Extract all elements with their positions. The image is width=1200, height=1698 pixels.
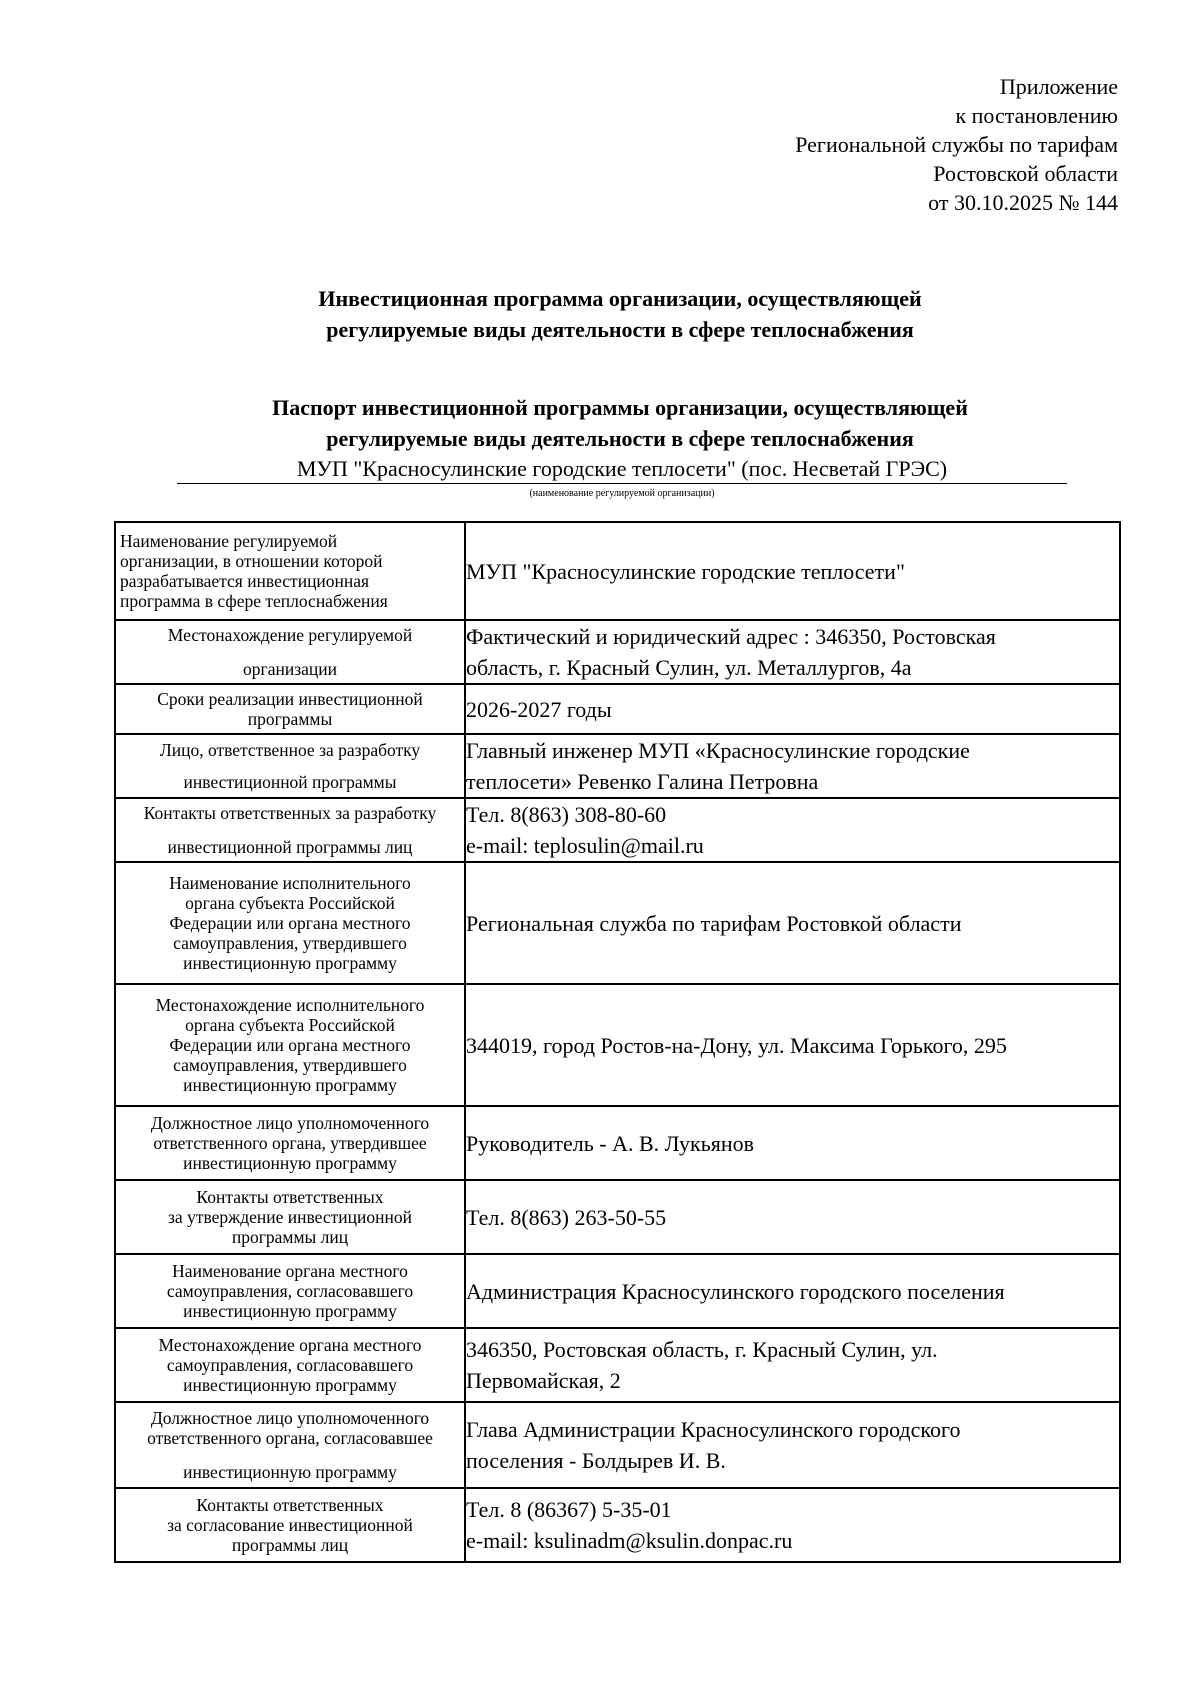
organization-name: МУП "Красносулинские городские теплосети" (пос. Несветай ГРЭС) (177, 455, 1067, 484)
header-line: к постановлению (955, 103, 1118, 128)
passport-title (0, 392, 1200, 454)
row-label: Наименование исполнительного органа субъекта Российской Федерации или органа местного самоуправления, утвердившего инвестиционную программу (115, 862, 465, 984)
passport-line-1: Паспорт инвестиционной программы организации, осуществляющей (272, 395, 968, 420)
row-label: Сроки реализации инвестиционной программы (115, 684, 465, 734)
row-value: Администрация Красносулинского городского поселения (465, 1254, 1120, 1328)
row-value: Региональная служба по тарифам Ростовкой области (465, 862, 1120, 984)
table-row (115, 620, 1120, 684)
table-row (115, 862, 1120, 984)
table-row (115, 984, 1120, 1106)
table-row (115, 1180, 1120, 1254)
table-row (115, 798, 1120, 862)
row-value: Фактический и юридический адрес : 346350, Ростовская область, г. Красный Сулин, ул. Металлургов, 4а (465, 620, 1120, 684)
table-row (115, 1488, 1120, 1562)
header-line: Приложение (999, 74, 1118, 99)
row-label: Контакты ответственных за утверждение инвестиционной программы лиц (115, 1180, 465, 1254)
header-line: Ростовской области (933, 161, 1118, 186)
row-label: Лицо, ответственное за разработку инвестиционной программы (115, 734, 465, 798)
header-line: Региональной службы по тарифам (795, 132, 1118, 157)
row-value: Тел. 8 (86367) 5-35-01 e-mail: ksulinadm@ksulin.donpac.ru (465, 1488, 1120, 1562)
row-label: Местонахождение исполнительного органа субъекта Российской Федерации или органа местного самоуправления, утвердившего инвестиционную программу (115, 984, 465, 1106)
row-value: Главный инженер МУП «Красносулинские городские теплосети» Ревенко Галина Петровна (465, 734, 1120, 798)
passport-table (114, 521, 1121, 1563)
header-line: от 30.10.2025 № 144 (928, 190, 1118, 215)
row-label: Должностное лицо уполномоченного ответственного органа, утвердившее инвестиционную программу (115, 1106, 465, 1180)
row-value: МУП "Красносулинские городские теплосети" (465, 522, 1120, 620)
approval-header (795, 72, 1118, 217)
table-row (115, 1254, 1120, 1328)
passport-line-2: регулируемые виды деятельности в сфере теплоснабжения (326, 426, 914, 451)
organization-caption: (наименование регулируемой организации) (529, 488, 715, 499)
row-label: Должностное лицо уполномоченного ответственного органа, согласовавшее инвестиционную программу (115, 1402, 465, 1488)
table-row (115, 522, 1120, 620)
row-value: Тел. 8(863) 308-80-60 e-mail: teplosulin@mail.ru (465, 798, 1120, 862)
table-row (115, 1328, 1120, 1402)
row-value: 344019, город Ростов-на-Дону, ул. Максима Горького, 295 (465, 984, 1120, 1106)
row-label: Наименование регулируемой организации, в отношении которой разрабатывается инвестиционная программа в сфере теплоснабжения (115, 522, 465, 620)
row-label: Контакты ответственных за разработку инвестиционной программы лиц (115, 798, 465, 862)
table-row (115, 1106, 1120, 1180)
row-label: Местонахождение регулируемой организации (115, 620, 465, 684)
table-row (115, 684, 1120, 734)
title-line-2: регулируемые виды деятельности в сфере теплоснабжения (326, 317, 914, 342)
row-value: Глава Администрации Красносулинского городского поселения - Болдырев И. В. (465, 1402, 1120, 1488)
table-row (115, 1402, 1120, 1488)
document-title (0, 283, 1200, 345)
row-value: 346350, Ростовская область, г. Красный Сулин, ул. Первомайская, 2 (465, 1328, 1120, 1402)
row-label: Контакты ответственных за согласование инвестиционной программы лиц (115, 1488, 465, 1562)
row-label: Наименование органа местного самоуправления, согласовавшего инвестиционную программу (115, 1254, 465, 1328)
row-value: 2026-2027 годы (465, 684, 1120, 734)
row-value: Руководитель - А. В. Лукьянов (465, 1106, 1120, 1180)
table-row (115, 734, 1120, 798)
title-line-1: Инвестиционная программа организации, осуществляющей (318, 286, 922, 311)
row-label: Местонахождение органа местного самоуправления, согласовавшего инвестиционную программу (115, 1328, 465, 1402)
row-value: Тел. 8(863) 263-50-55 (465, 1180, 1120, 1254)
